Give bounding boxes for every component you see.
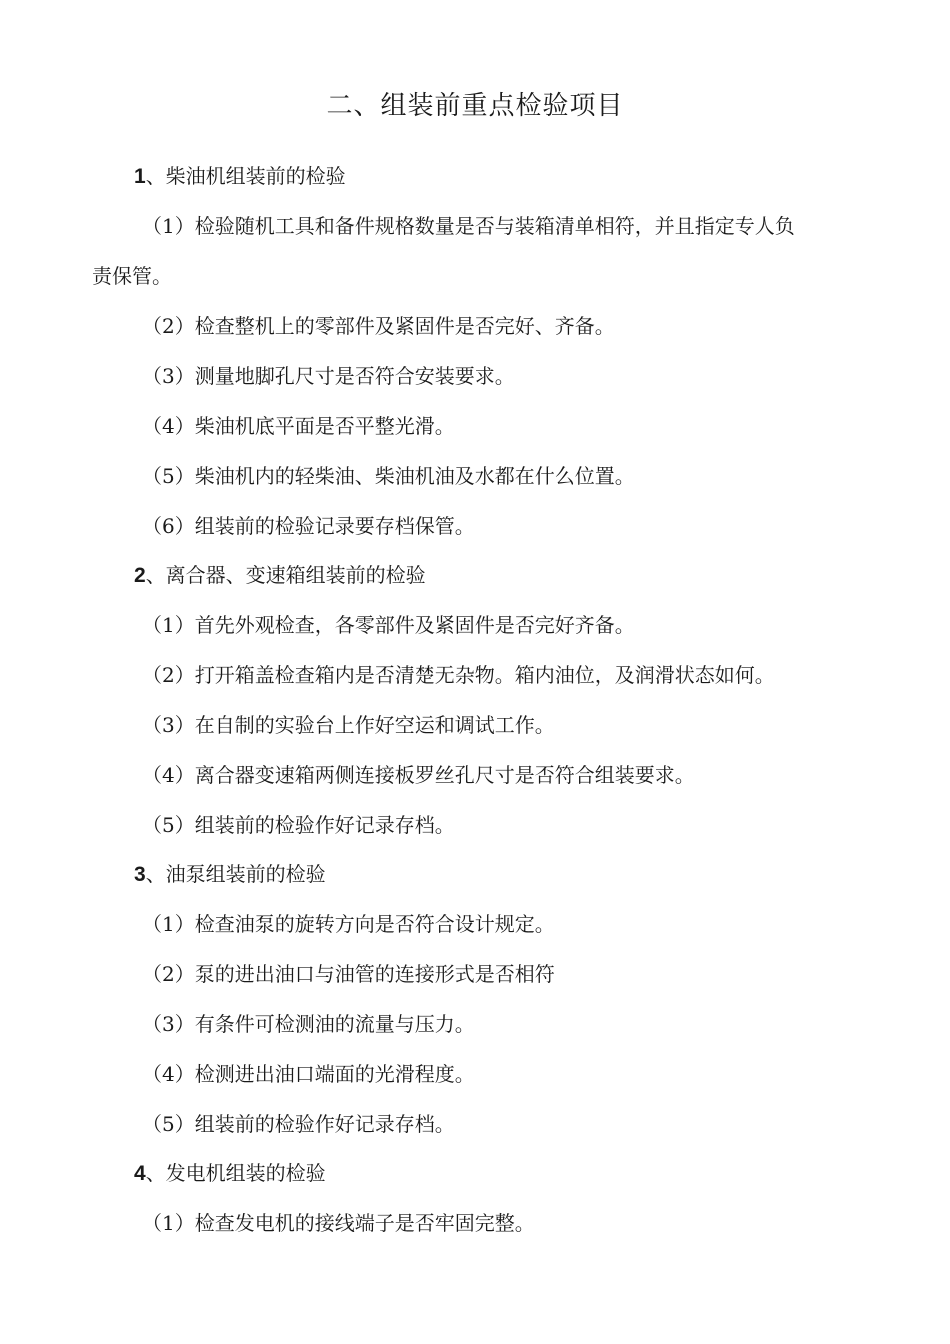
list-item: （1）首先外观检查，各零部件及紧固件是否完好齐备。 — [142, 613, 635, 637]
list-item: （1）检验随机工具和备件规格数量是否与装箱清单相符，并且指定专人负 — [142, 214, 795, 238]
section-heading-4 — [134, 1159, 326, 1188]
section-number: 2 — [134, 564, 146, 587]
list-item: （3）有条件可检测油的流量与压力。 — [142, 1012, 475, 1036]
section-heading-3 — [134, 860, 326, 889]
section-heading-2 — [134, 561, 426, 590]
page-title: 二、组装前重点检验项目 — [326, 91, 624, 121]
list-item: （4）离合器变速箱两侧连接板罗丝孔尺寸是否符合组装要求。 — [142, 763, 695, 787]
section-heading-text: 、柴油机组装前的检验 — [145, 164, 346, 188]
section-number: 1 — [134, 165, 146, 188]
section-heading-text: 、油泵组装前的检验 — [145, 862, 326, 886]
section-number: 3 — [134, 863, 146, 886]
list-item: （6）组装前的检验记录要存档保管。 — [142, 514, 475, 538]
section-heading-1 — [134, 162, 346, 191]
list-item: （5）组装前的检验作好记录存档。 — [142, 813, 455, 837]
list-item: （4）检测进出油口端面的光滑程度。 — [142, 1062, 475, 1086]
section-heading-text: 、离合器、变速箱组装前的检验 — [145, 563, 426, 587]
list-item: （2）打开箱盖检查箱内是否清楚无杂物。箱内油位，及润滑状态如何。 — [142, 663, 775, 687]
list-item: （1）检查发电机的接线端子是否牢固完整。 — [142, 1211, 535, 1235]
list-item: （5）组装前的检验作好记录存档。 — [142, 1112, 455, 1136]
list-item: （4）柴油机底平面是否平整光滑。 — [142, 414, 455, 438]
section-number: 4 — [134, 1162, 146, 1185]
list-item-continuation: 责保管。 — [92, 264, 172, 288]
list-item: （2）检查整机上的零部件及紧固件是否完好、齐备。 — [142, 314, 615, 338]
list-item: （2）泵的进出油口与油管的连接形式是否相符 — [142, 962, 555, 986]
list-item: （1）检查油泵的旋转方向是否符合设计规定。 — [142, 912, 555, 936]
list-item: （3）测量地脚孔尺寸是否符合安装要求。 — [142, 364, 515, 388]
list-item: （5）柴油机内的轻柴油、柴油机油及水都在什么位置。 — [142, 464, 635, 488]
list-item: （3）在自制的实验台上作好空运和调试工作。 — [142, 713, 555, 737]
section-heading-text: 、发电机组装的检验 — [145, 1161, 326, 1185]
